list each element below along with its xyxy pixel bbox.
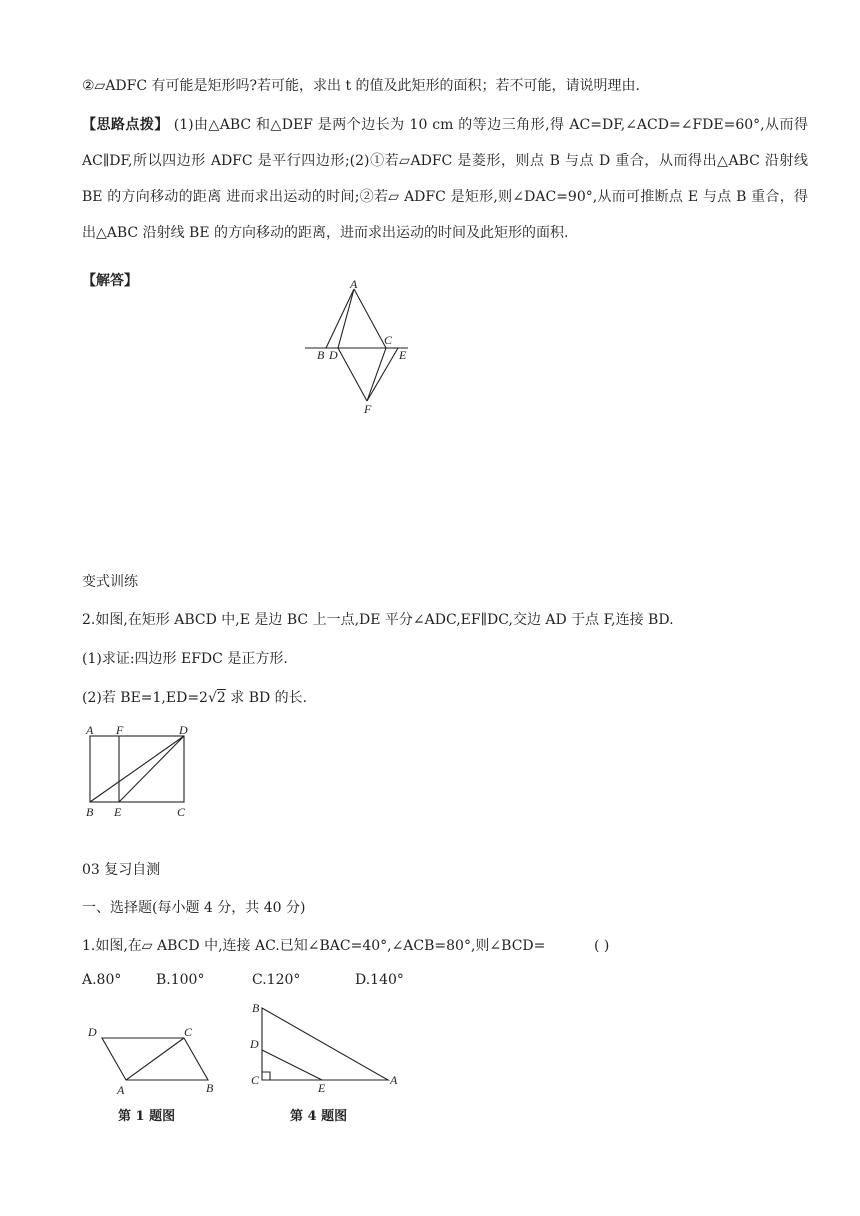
label-B: B — [317, 348, 325, 362]
hint-label: 【思路点拨】 — [82, 117, 169, 133]
review-heading: 03 复习自测 — [82, 862, 161, 878]
label-D: D — [250, 1037, 259, 1051]
label-B: B — [86, 805, 94, 819]
review-question-1: 1.如图,在▱ ABCD 中,连接 AC.已知∠BAC=40°,∠ACB=80°,则∠BCD= — [82, 938, 546, 954]
figure-adfc — [300, 276, 420, 418]
question-part-2: ②▱ADFC 有可能是矩形吗?若可能，求出 t 的值及此矩形的面积；若不可能，请说明理由. — [82, 78, 641, 94]
label-C: C — [177, 805, 186, 819]
figure-1-caption: 第 1 题图 — [118, 1109, 176, 1124]
option-b: B.100° — [156, 972, 205, 988]
sqrt-symbol: √ — [207, 690, 217, 706]
label-A: A — [86, 723, 94, 737]
label-B: B — [206, 1081, 214, 1095]
label-F: F — [364, 402, 372, 416]
label-E: E — [114, 805, 122, 819]
figure-abcd-rectangle — [82, 722, 194, 822]
variant-part-1: (1)求证:四边形 EFDC 是正方形. — [82, 651, 288, 667]
part2-suffix: 求 BD 的长. — [225, 690, 308, 706]
label-A: A — [350, 277, 358, 291]
variant-question-2: 2.如图,在矩形 ABCD 中,E 是边 BC 上一点,DE 平分∠ADC,EF∥DC,交边 AD 于点 F,连接 BD. — [82, 612, 674, 628]
hint-paragraph — [82, 107, 808, 251]
part2-radicand: 2 — [216, 690, 226, 706]
figure-4-caption: 第 4 题图 — [290, 1109, 348, 1124]
label-F: F — [116, 723, 124, 737]
variant-heading: 变式训练 — [82, 574, 138, 590]
label-D: D — [179, 723, 188, 737]
part2-prefix: (2)若 BE=1,ED=2 — [82, 690, 208, 706]
option-d: D.140° — [355, 972, 404, 988]
label-B: B — [252, 1001, 260, 1015]
option-a: A.80° — [82, 972, 122, 988]
answer-label: 【解答】 — [82, 273, 138, 289]
answer-blank: ( ) — [594, 938, 610, 954]
label-C: C — [184, 1025, 193, 1039]
label-C: C — [384, 333, 393, 347]
label-D: D — [329, 348, 338, 362]
label-C: C — [251, 1073, 260, 1087]
section-heading: 一、选择题(每小题 4 分，共 40 分) — [82, 900, 306, 916]
figure-4-right-triangle — [246, 996, 406, 1092]
label-E: E — [399, 348, 407, 362]
figure-1-parallelogram — [84, 1018, 224, 1098]
hint-text: (1)由△ABC 和△DEF 是两个边长为 10 cm 的等边三角形,得 AC=DF,∠ACD=∠FDE=60°,从而得 AC∥DF,所以四边形 ADFC 是平行四边形;(2)①若▱ADFC 是菱形，则点 B 与点 D 重合，从而得出△ABC 沿射线 BE 的方向移动的距离 进而求出运动的时间;②若▱ ADFC 是矩形,则∠DAC=90°,从而可推断点 E 与点 B 重合，得出△ABC 沿射线 BE 的方向移动的距离，进而求出运动的时间及此矩形的面积. — [82, 117, 808, 241]
label-D: D — [88, 1025, 97, 1039]
label-A: A — [117, 1083, 125, 1097]
variant-part-2 — [82, 688, 307, 708]
label-E: E — [318, 1081, 326, 1092]
option-c: C.120° — [252, 972, 301, 988]
label-A: A — [390, 1073, 398, 1087]
